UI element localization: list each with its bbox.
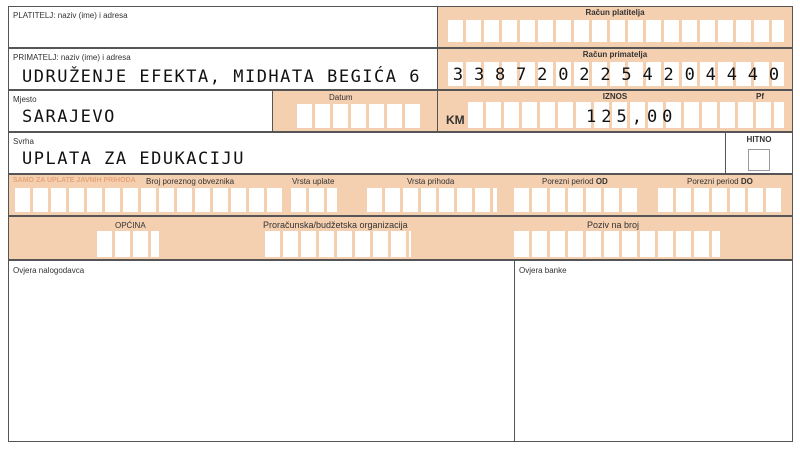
urgent-checkbox[interactable] bbox=[748, 149, 770, 171]
period-from-text: Porezni period bbox=[542, 177, 594, 186]
budget-section bbox=[8, 216, 793, 260]
budget-org-field[interactable] bbox=[265, 231, 411, 257]
revenue-type-field[interactable] bbox=[367, 188, 497, 212]
place-field[interactable]: SARAJEVO bbox=[22, 107, 116, 127]
budget-org-label: Proračunska/budžetska organizacija bbox=[263, 220, 408, 230]
account-digit: 4 bbox=[726, 65, 737, 85]
payer-label: PLATITELJ: naziv (ime) i adresa bbox=[13, 11, 128, 20]
payment-type-label: Vrsta uplate bbox=[292, 177, 335, 186]
account-digit: 8 bbox=[495, 65, 506, 85]
reference-label: Poziv na broj bbox=[587, 220, 640, 230]
recipient-section bbox=[8, 48, 438, 90]
tax-section bbox=[8, 174, 793, 216]
account-digit: 4 bbox=[705, 65, 716, 85]
pf-label: Pf bbox=[756, 92, 764, 101]
payer-account-section bbox=[437, 6, 793, 48]
amount-label: IZNOS bbox=[602, 92, 628, 101]
period-to-text: Porezni period bbox=[687, 177, 739, 186]
taxpayer-number-label: Broj poreznog obveznika bbox=[146, 177, 235, 186]
account-digit: 4 bbox=[642, 65, 653, 85]
account-digit: 7 bbox=[516, 65, 527, 85]
recipient-account-label: Račun primatelja bbox=[582, 50, 648, 59]
date-label: Datum bbox=[329, 93, 353, 102]
amount-section bbox=[437, 90, 793, 132]
municipality-field[interactable] bbox=[97, 231, 159, 257]
account-digit: 2 bbox=[579, 65, 590, 85]
urgent-label: HITNO bbox=[746, 135, 772, 144]
account-digit: 0 bbox=[684, 65, 695, 85]
account-digit: 0 bbox=[768, 65, 780, 85]
period-to-label bbox=[687, 177, 753, 186]
bank-signature-label: Ovjera banke bbox=[519, 266, 567, 275]
purpose-label: Svrha bbox=[13, 137, 34, 146]
period-from-bold: OD bbox=[595, 177, 608, 186]
account-digit: 2 bbox=[663, 65, 674, 85]
period-from-label bbox=[542, 177, 608, 186]
account-digit: 4 bbox=[747, 65, 758, 85]
account-digit: 0 bbox=[558, 65, 569, 85]
account-digit: 5 bbox=[621, 65, 632, 85]
urgent-section bbox=[725, 132, 793, 174]
account-digit: 3 bbox=[452, 65, 464, 85]
recipient-label: PRIMATELJ: naziv (ime) i adresa bbox=[13, 53, 131, 62]
recipient-account-field[interactable] bbox=[448, 65, 784, 87]
amount-field[interactable]: 125,00 bbox=[586, 107, 678, 127]
reference-field[interactable] bbox=[514, 231, 720, 257]
bank-signature-section bbox=[514, 260, 793, 442]
revenue-type-label: Vrsta prihoda bbox=[407, 177, 455, 186]
period-from-field[interactable] bbox=[514, 188, 640, 212]
date-field[interactable] bbox=[297, 104, 423, 128]
account-digit: 2 bbox=[600, 65, 611, 85]
payment-type-field[interactable] bbox=[291, 188, 337, 212]
payer-account-field[interactable] bbox=[448, 20, 784, 42]
payer-signature-section bbox=[8, 260, 515, 442]
place-label: Mjesto bbox=[13, 95, 37, 104]
date-section bbox=[272, 90, 438, 132]
period-to-bold: DO bbox=[740, 177, 753, 186]
period-to-field[interactable] bbox=[658, 188, 784, 212]
purpose-field[interactable]: UPLATA ZA EDUKACIJU bbox=[22, 149, 245, 169]
payer-account-label: Račun platitelja bbox=[585, 8, 645, 17]
payer-section bbox=[8, 6, 438, 48]
purpose-section bbox=[8, 132, 726, 174]
currency-label: KM bbox=[446, 113, 465, 127]
recipient-name-field[interactable]: UDRUŽENJE EFEKTA, MIDHATA BEGIĆA 6 bbox=[22, 67, 421, 87]
recipient-account-section bbox=[437, 48, 793, 90]
payer-signature-label: Ovjera nalogodavca bbox=[13, 266, 85, 275]
account-digit: 2 bbox=[537, 65, 548, 85]
account-digit: 3 bbox=[473, 65, 485, 85]
taxpayer-number-field[interactable] bbox=[15, 188, 285, 212]
municipality-label: OPĆINA bbox=[115, 221, 146, 230]
public-revenue-label: SAMO ZA UPLATE JAVNIH PRIHODA bbox=[13, 177, 136, 184]
